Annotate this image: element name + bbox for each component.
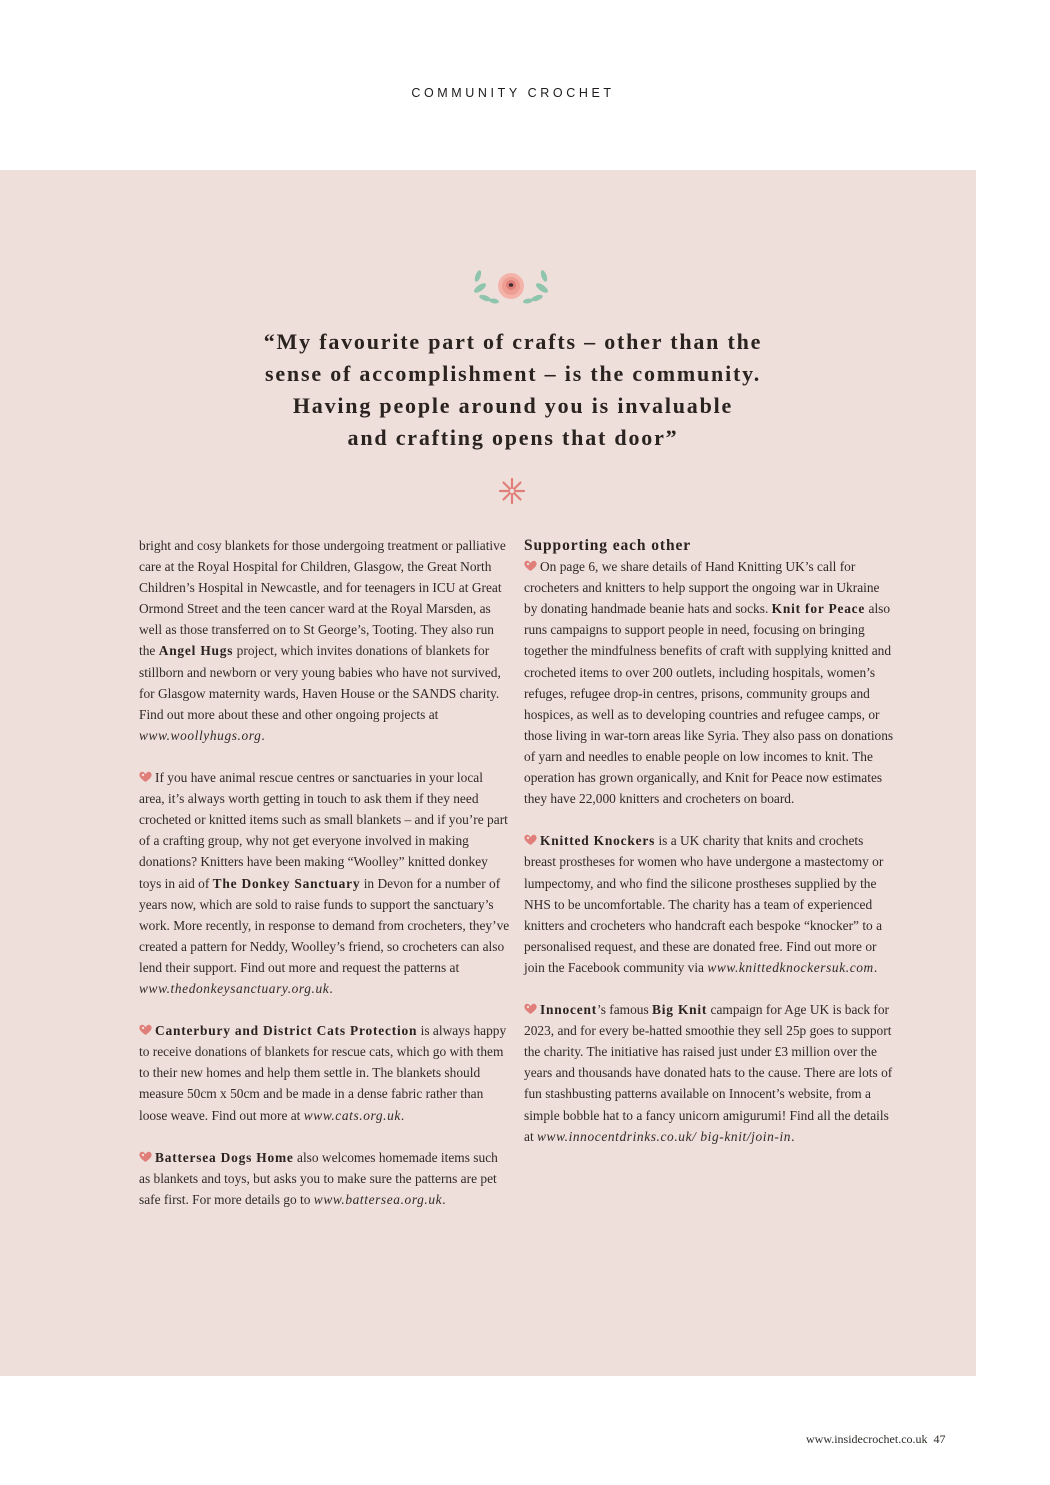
article-paragraph: Canterbury and District Cats Protection is always happy to receive donations of blankets for rescue cats, which go with them to their new homes and help them settle in. The blankets should measure 50cm x 50cm and be made in a dense fabric rather than loose weave. Find out more at www.cats.org.uk.	[139, 1023, 507, 1123]
section-title: COMMUNITY CROCHET	[411, 86, 615, 100]
heart-bullet-icon	[524, 834, 537, 846]
innocent-link[interactable]: www.innocentdrinks.co.uk/ big-knit/join-in	[537, 1128, 792, 1144]
battersea-link[interactable]: www.battersea.org.uk	[313, 1191, 443, 1207]
page-footer	[806, 1432, 946, 1447]
left-column	[139, 535, 511, 1231]
heart-bullet-icon	[139, 771, 152, 783]
woollyhugs-link[interactable]: www.woollyhugs.org	[139, 727, 262, 743]
heart-bullet-icon	[139, 1151, 152, 1163]
page-number: 47	[933, 1432, 946, 1446]
knitted-knockers-name: Knitted Knockers	[540, 833, 656, 849]
pull-quote-line: sense of accomplishment – is the community.	[265, 361, 761, 386]
article-paragraph: On page 6, we share details of Hand Knitting UK’s call for crocheters and knitters to help support the ongoing war in Ukraine by donating handmade beanie hats and socks. Knit for Peace also runs campaigns to support people in need, focusing on bringing together the mindfulness benefits of craft with supplying knitted and crocheted items to over 200 outlets, including hospitals, women’s refuges, refugee drop-in centres, prisons, community groups and hospices, as well as to developing countries and refugee camps, or those living in war-torn areas like Syria. They also pass on donations of yarn and needles to enable people on low incomes to knit. The operation has grown organically, and Knit for Peace now estimates they have 22,000 knitters and crocheters on board.	[524, 559, 894, 807]
article-paragraph: Battersea Dogs Home also welcomes homemade items such as blankets and toys, but asks you to make sure the patterns are pet safe first. For more details go to www.battersea.org.uk.	[139, 1149, 498, 1207]
asterisk-flower-icon	[497, 476, 527, 506]
rose-ornament-icon	[466, 264, 556, 310]
pull-quote-line: Having people around you is invaluable	[292, 393, 734, 418]
pull-quote-line: and crafting opens that door”	[347, 425, 679, 450]
heart-bullet-icon	[139, 1024, 152, 1036]
article-paragraph: bright and cosy blankets for those undergoing treatment or palliative care at the Royal Hospital for Children, Glasgow, the Great North Children’s Hospital in Newcastle, and for teenagers in ICU at Great Ormond Street and the teen cancer ward at the Royal Marsden, as well as those transferred on to St George’s, Tooting. They also run the Angel Hugs project, which invites donations of blankets for stillborn and newborn or very young babies who have not survived, for Glasgow maternity wards, Haven House or the SANDS charity. Find out more about these and other ongoing projects at www.woollyhugs.org.	[139, 538, 506, 743]
pull-quote-line: “My favourite part of crafts – other than the	[263, 329, 763, 354]
article-paragraph: Knitted Knockers is a UK charity that knits and crochets breast prostheses for women who have undergone a mastectomy or lumpectomy, and who find the silicone prostheses supplied by the NHS to be uncomfortable. The charity has a team of experienced knitters and crocheters who handcraft each bespoke “knocker” to a personalised request, and these are donated free. Find out more or join the Facebook community via www.knittedknockersuk.com.	[524, 833, 884, 975]
innocent-name: Innocent	[540, 1002, 597, 1018]
pull-quote	[150, 326, 876, 454]
big-knit-name: Big Knit	[652, 1002, 708, 1018]
section-heading: Supporting each other	[524, 537, 692, 554]
knitted-knockers-link[interactable]: www.knittedknockersuk.com	[707, 959, 874, 975]
heart-bullet-icon	[524, 1003, 537, 1015]
heart-bullet-icon	[524, 560, 537, 572]
cats-link[interactable]: www.cats.org.uk	[303, 1107, 401, 1123]
article-paragraph: Innocent’s famous Big Knit campaign for Age UK is back for 2023, and for every be-hatted smoothie they sell 25p goes to support the charity. The initiative has raised just under £3 million over the years and thousands have donated hats to the cause. There are lots of fun stashbusting patterns available on Innocent’s website, from a simple bobble hat to a fancy unicorn amigurumi! Find all the details at www.innocentdrinks.co.uk/ big-knit/join-in.	[524, 1002, 893, 1144]
battersea-name: Battersea Dogs Home	[155, 1149, 294, 1165]
knit-for-peace-name: Knit for Peace	[771, 601, 866, 617]
donkey-sanctuary-name: The Donkey Sanctuary	[212, 875, 361, 891]
donkey-sanctuary-link[interactable]: www.thedonkeysanctuary.org.uk	[139, 980, 330, 996]
cats-protection-name: Canterbury and District Cats Protection	[155, 1023, 418, 1039]
right-column	[524, 535, 896, 1168]
article-paragraph: If you have animal rescue centres or sanctuaries in your local area, it’s always worth getting in touch to ask them if they need crocheted or knitted items such as small blankets – and if you’re part of a crafting group, why not get everyone involved in making donations? Knitters have been making “Woolley” knitted donkey toys in aid of The Donkey Sanctuary in Devon for a number of years now, which are sold to raise funds to support the sanctuary’s work. More recently, in response to demand from crocheters, they’ve created a pattern for Neddy, Woolley’s friend, so crocheters can also lend their support. Find out more and request the patterns at www.thedonkeysanctuary.org.uk.	[139, 770, 510, 996]
angel-hugs-name: Angel Hugs	[158, 643, 234, 659]
footer-url[interactable]: www.insidecrochet.co.uk	[806, 1432, 928, 1446]
